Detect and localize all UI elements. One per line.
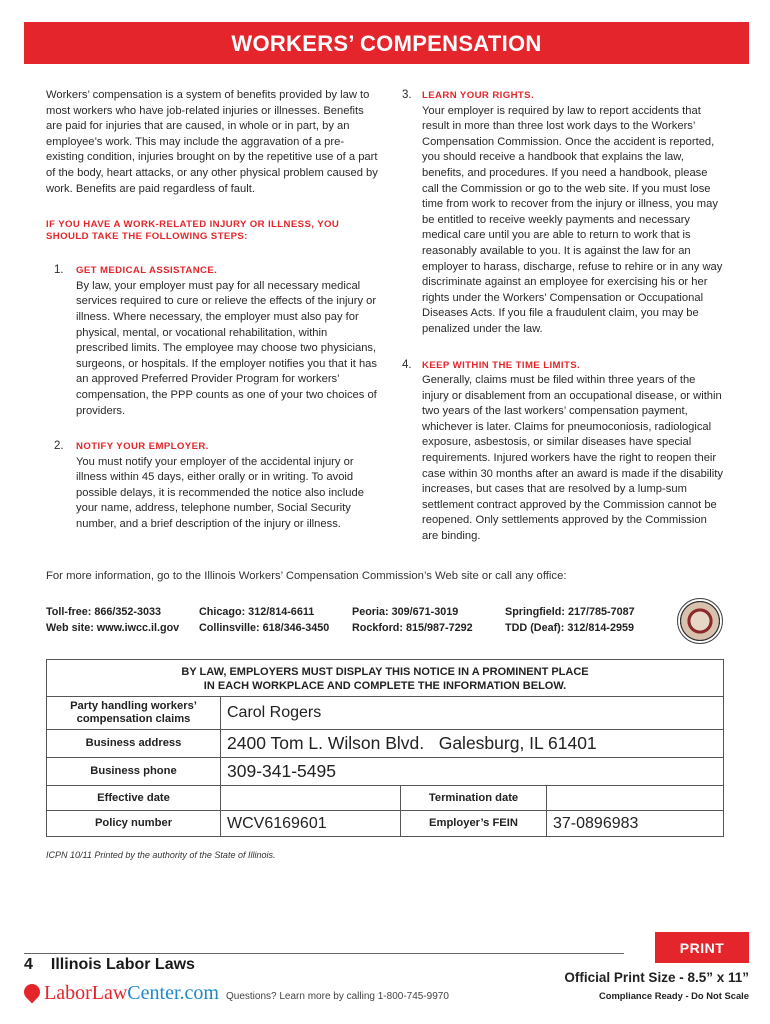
- step-3: [402, 88, 724, 338]
- step-body: You must notify your employer of the accidental injury or illness within 45 days, either orally or in writing. To avoid possible delays, it is recommended the notice also include your name, address, telephone number, Social Security number, and a brief description of the injury or illness.: [76, 455, 364, 531]
- laborlawcenter-logo[interactable]: [24, 980, 219, 1006]
- effective-date-label: Effective date: [47, 786, 221, 811]
- fein-label: Employer’s FEIN: [401, 811, 547, 837]
- phone-value-field[interactable]: 309-341-5495: [221, 758, 724, 786]
- step-title: KEEP WITHIN THE TIME LIMITS.: [422, 359, 581, 371]
- policy-number-label: Policy number: [47, 811, 221, 837]
- springfield-phone: Springfield: 217/785-7087: [505, 606, 635, 618]
- step-1: [46, 263, 380, 419]
- questions-text: Questions? Learn more by calling 1-800-745-9970: [226, 991, 449, 1002]
- step-2: [46, 439, 380, 533]
- step-number: 2.: [54, 440, 64, 453]
- map-pin-icon: [21, 981, 44, 1004]
- print-button[interactable]: PRINT: [655, 932, 749, 963]
- step-number: 1.: [54, 264, 64, 277]
- left-column: [46, 88, 380, 533]
- page-title-banner: WORKERS’ COMPENSATION: [24, 22, 749, 64]
- official-print-size: Official Print Size - 8.5” x 11”: [564, 970, 749, 985]
- chicago-phone: Chicago: 312/814-6611: [199, 606, 315, 618]
- step-number: 4.: [402, 358, 412, 371]
- fein-field[interactable]: 37-0896983: [547, 811, 724, 837]
- step-body: Your employer is required by law to report accidents that result in more than three lost work days to the Workers’ Compensation Commission. Once the accident is reported, you should receive a handbook that explains the law, benefits, and procedures. If you need a handbook, please call the Commission or go to the web site. If you must lose time from work to recover from the injury or illness, you may be entitled to receive weekly payments and necessary medical care until you are able to return to work that is reasonably available to you. It is against the law for an employer to harass, discharge, refuse to rehire or in any way discriminate against an employee for exercising his or her rights under the Workers’ Compensation or Occupational Diseases Acts. If you file a fraudulent claim, you may be penalized under the law.: [422, 104, 723, 335]
- step-body: By law, your employer must pay for all necessary medical services required to cure or relieve the effects of the injury or illness. Where necessary, the employer must also pay for physical, mental, or vocational rehabilitation, within prescribed limits. The employee may choose two physicians, surgeons, or hospitals. If the employer notifies you that it has an approved Preferred Provider Program for workers’ compensation, the PPP counts as one of your two choices of providers.: [76, 279, 377, 417]
- illinois-state-seal-icon: [677, 598, 723, 644]
- icpn-note: ICPN 10/11 Printed by the authority of the State of Illinois.: [46, 850, 276, 860]
- step-title: GET MEDICAL ASSISTANCE.: [76, 265, 218, 277]
- employer-info-form: [46, 659, 723, 837]
- party-label: Party handling workers’ compensation claims: [47, 697, 221, 730]
- effective-date-field[interactable]: [221, 786, 401, 811]
- address-value-field[interactable]: 2400 Tom L. Wilson Blvd. Galesburg, IL 61401: [221, 730, 724, 758]
- party-value-field[interactable]: Carol Rogers: [221, 697, 724, 730]
- step-4: [402, 358, 724, 545]
- termination-date-label: Termination date: [401, 786, 547, 811]
- address-label: Business address: [47, 730, 221, 758]
- footer-page-title: [24, 956, 195, 974]
- phone-label: Business phone: [47, 758, 221, 786]
- more-info-text: For more information, go to the Illinois Workers’ Compensation Commission’s Web site or call any office:: [46, 570, 567, 582]
- page-number: 4: [24, 956, 33, 973]
- step-title: NOTIFY YOUR EMPLOYER.: [76, 441, 209, 453]
- tdd-phone: TDD (Deaf): 312/814-2959: [505, 622, 635, 634]
- display-notice: [47, 660, 724, 697]
- footer-divider: [24, 953, 624, 954]
- logo-text-part1: LaborLaw: [44, 982, 128, 1004]
- notice-line-1: BY LAW, EMPLOYERS MUST DISPLAY THIS NOTICE IN A PROMINENT PLACE: [181, 666, 589, 678]
- policy-number-field[interactable]: WCV6169601: [221, 811, 401, 837]
- tollfree-number: Toll-free: 866/352-3033: [46, 606, 162, 618]
- contact-group-1: [46, 604, 179, 636]
- contact-group-4: [505, 604, 635, 636]
- contact-group-3: [352, 604, 473, 636]
- steps-heading: IF YOU HAVE A WORK-RELATED INJURY OR ILLNESS, YOU SHOULD TAKE THE FOLLOWING STEPS:: [46, 219, 340, 243]
- right-column: [402, 88, 724, 545]
- page-section-title: Illinois Labor Laws: [50, 956, 195, 973]
- logo-text-part2: Center.com: [127, 982, 219, 1004]
- rockford-phone: Rockford: 815/987-7292: [352, 622, 473, 634]
- peoria-phone: Peoria: 309/671-3019: [352, 606, 459, 618]
- termination-date-field[interactable]: [547, 786, 724, 811]
- website-link[interactable]: Web site: www.iwcc.il.gov: [46, 622, 180, 634]
- compliance-note: Compliance Ready - Do Not Scale: [598, 990, 749, 1001]
- step-number: 3.: [402, 89, 412, 101]
- step-body: Generally, claims must be filed within three years of the injury or disablement from an occupational disease, or within two years of the last workers’ compensation payment, whichever is later. Claims for pneumoconiosis, radiological exposure, asbestosis, or similar diseases have special requirements. Injured workers have the right to reopen their case within 30 months after an award is made if the disability increases, but cases that are resolved by a lump-sum settlement contract approved by the Commission cannot be reopened. Only settlements approved by the Commission are binding.: [422, 374, 723, 543]
- collinsville-phone: Collinsville: 618/346-3450: [199, 622, 330, 634]
- contact-group-2: [199, 604, 329, 636]
- step-title: LEARN YOUR RIGHTS.: [422, 90, 535, 101]
- intro-paragraph: Workers’ compensation is a system of benefits provided by law to most workers who have job-related injuries or illnesses. Benefits are paid for injuries that are caused, in whole or in part, by an employee’s work. This may include the aggravation of a pre-existing condition, injuries brought on by the repetitive use of a part of the body, heart attacks, or any other physical problem caused by work. Benefits are paid regardless of fault.: [46, 89, 378, 195]
- notice-line-2: IN EACH WORKPLACE AND COMPLETE THE INFORMATION BELOW.: [203, 680, 567, 692]
